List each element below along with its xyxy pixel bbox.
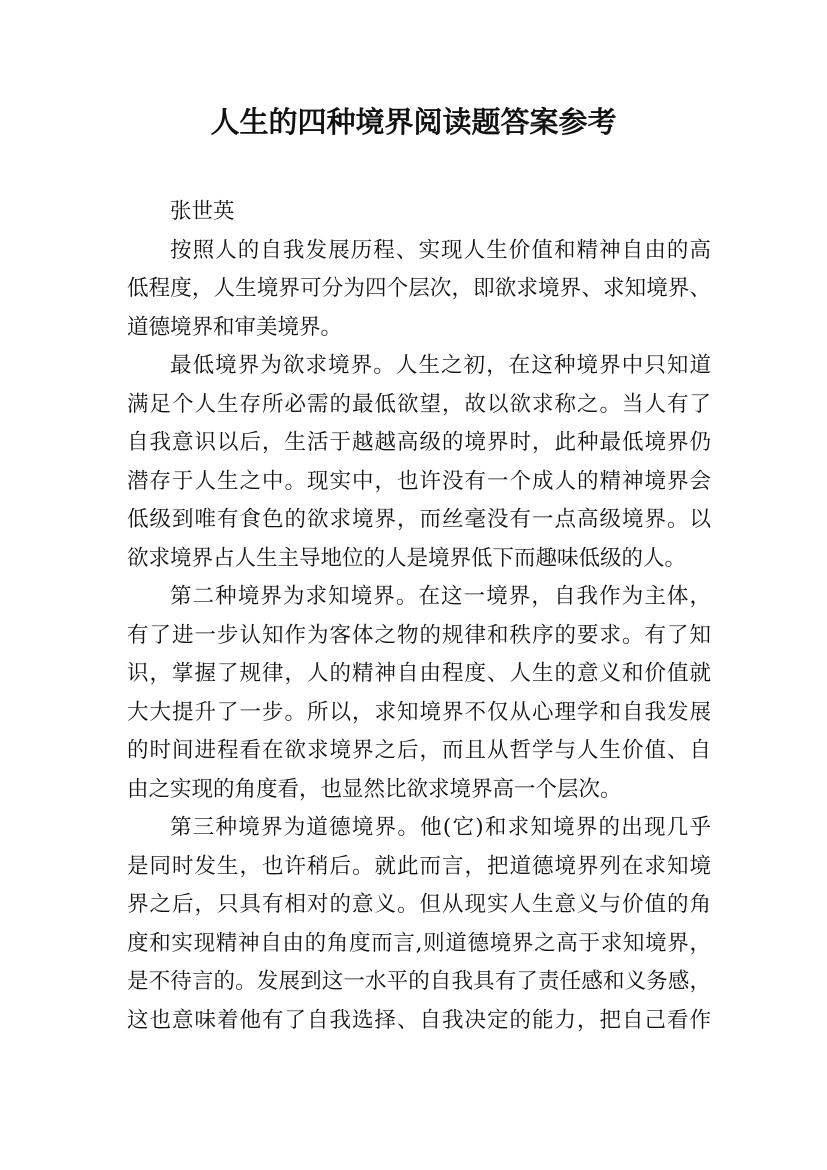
text-line: 是不待言的。发展到这一水平的自我具有了责任感和义务感， xyxy=(127,969,711,994)
text-line: 大大提升了一步。所以，求知境界不仅从心理学和自我发展 xyxy=(127,699,711,725)
text-line: 是同时发生，也许稍后。就此而言，把道德境界列在求知境 xyxy=(127,853,711,879)
text-line: 度和实现精神自由的角度而言,则道德境界之高于求知境界， xyxy=(127,930,711,956)
text-line: 识，掌握了规律，人的精神自由程度、人生的意义和价值就 xyxy=(127,661,711,686)
text-line: 潜存于人生之中。现实中，也许没有一个成人的精神境界会 xyxy=(127,468,711,494)
text-line: 由之实现的角度看，也显然比欲求境界高一个层次。 xyxy=(127,776,622,802)
text-line: 低程度，人生境界可分为四个层次，即欲求境界、求知境界、 xyxy=(127,276,711,301)
text-line: 的时间进程看在欲求境界之后，而且从哲学与人生价值、自 xyxy=(127,738,711,763)
document-body xyxy=(127,193,711,1040)
text-line: 自我意识以后，生活于越越高级的境界时，此种最低境界仍 xyxy=(127,430,711,455)
text-line: 界之后，只具有相对的意义。但从现实人生意义与价值的角 xyxy=(127,892,711,917)
text-line: 第三种境界为道德境界。他(它)和求知境界的出现几乎 xyxy=(170,815,711,840)
text-line: 第二种境界为求知境界。在这一境界，自我作为主体， xyxy=(170,584,711,609)
text-line: 道德境界和审美境界。 xyxy=(127,314,343,340)
text-line: 欲求境界占人生主导地位的人是境界低下而趣味低级的人。 xyxy=(127,545,687,571)
text-line: 低级到唯有食色的欲求境界，而丝毫没有一点高级境界。以 xyxy=(127,507,711,532)
author-line: 张世英 xyxy=(170,199,235,224)
text-line: 满足个人生存所必需的最低欲望，故以欲求称之。当人有了 xyxy=(127,391,711,417)
document-title: 人生的四种境界阅读题答案参考 xyxy=(210,105,617,139)
text-line: 最低境界为欲求境界。人生之初，在这种境界中只知道 xyxy=(170,353,711,378)
text-line: 按照人的自我发展历程、实现人生价值和精神自由的高 xyxy=(170,237,711,263)
text-line: 这也意味着他有了自我选择、自我决定的能力，把自己看作 xyxy=(127,1007,711,1033)
text-line: 有了进一步认知作为客体之物的规律和秩序的要求。有了知 xyxy=(127,622,711,648)
